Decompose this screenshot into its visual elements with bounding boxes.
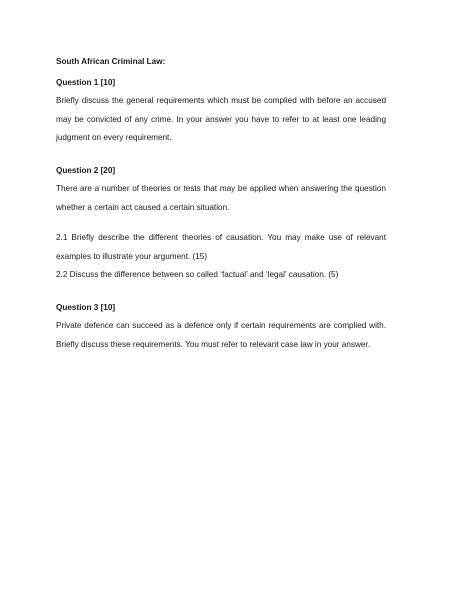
question-2-body: There are a number of theories or tests that may be applied when answering the question whether a certain act caused a certain situation.	[56, 184, 386, 212]
question-3-body: Private defence can succeed as a defence only if certain requirements are complied with. Briefly discuss these requirements. You must refer to relevant case law in your answer.	[56, 321, 386, 349]
question-2-heading: Question 2 [20]	[56, 165, 116, 175]
question-1-body: Briefly discuss the general requirements which must be complied with before an accused may be convicted of any crime. In your answer you have to refer to at least one leading judgment on every requirement.	[56, 96, 386, 142]
question-1-heading: Question 1 [10]	[56, 77, 116, 87]
question-2-1-text: 2.1 Briefly describe the different theories of causation. You may make use of relevant examples to illustrate your argument. (15)	[56, 233, 386, 261]
question-2-2-text: 2.2 Discuss the difference between so called ‘factual’ and ‘legal’ causation. (5)	[56, 270, 339, 279]
document-title: South African Criminal Law:	[56, 57, 166, 66]
question-3-heading: Question 3 [10]	[56, 302, 116, 312]
document-content	[56, 53, 386, 354]
